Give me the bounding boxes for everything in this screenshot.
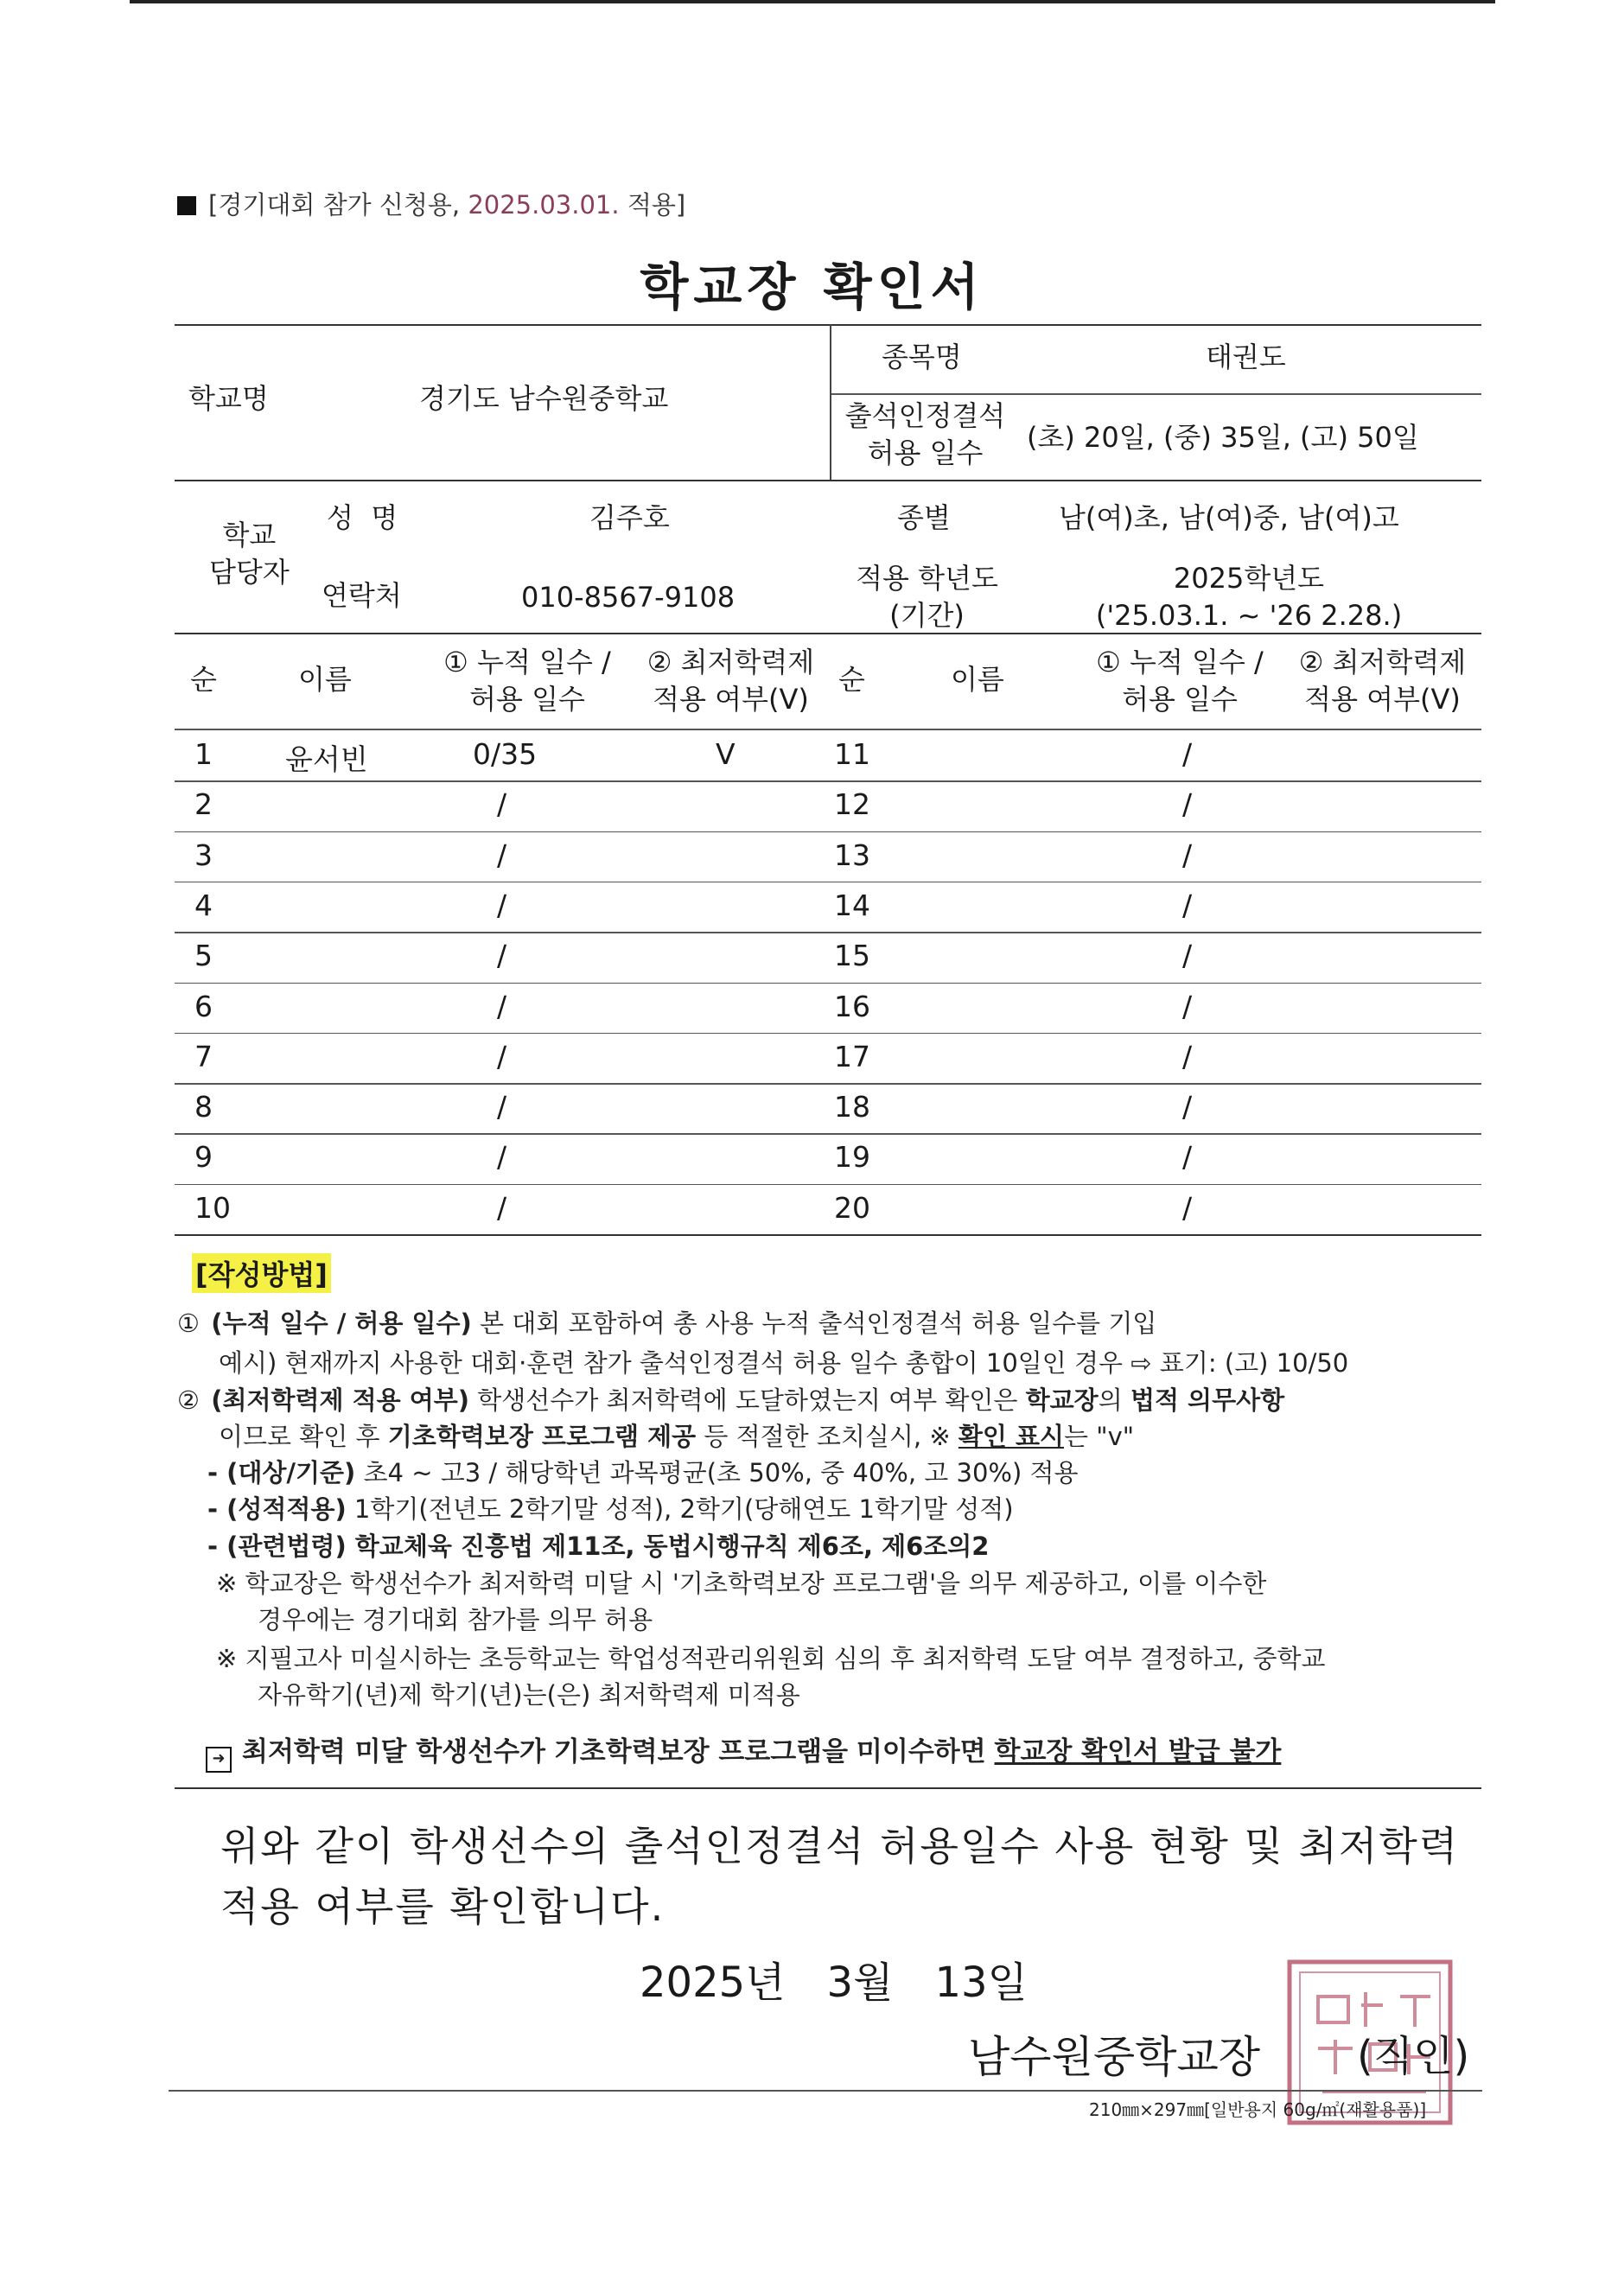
col-header-days-line2: 허용 일수	[469, 683, 585, 716]
row-number-right: 14	[834, 888, 870, 922]
row-days-right: /	[1182, 837, 1193, 872]
year-value-block	[1080, 560, 1417, 634]
row-days-left: 0/35	[473, 737, 538, 771]
row-number-right: 18	[834, 1090, 870, 1124]
row-check-left: V	[716, 737, 736, 771]
sign-year: 2025년	[640, 1958, 786, 2007]
header-prefix: [경기대회 참가 신청용,	[208, 190, 461, 220]
col-header-days-line1: ① 누적 일수 /	[443, 646, 611, 678]
year-label-line2: (기간)	[889, 599, 965, 633]
note2-text-b: 학교장	[1025, 1385, 1099, 1415]
document-title: 학교장 확인서	[640, 258, 984, 316]
row-number-left: 4	[194, 888, 213, 922]
note2-bold: (최저학력제 적용 여부)	[211, 1385, 470, 1415]
absence-label-line2: 허용 일수	[867, 436, 984, 470]
sign-month: 3월	[826, 1958, 894, 2007]
table-row-line	[175, 780, 1481, 782]
year-label-line1: 적용 학년도	[856, 562, 998, 595]
note2-text-d: 법적 의무사항	[1130, 1385, 1285, 1415]
row-days-right: /	[1182, 787, 1193, 822]
row-number-right: 17	[834, 1039, 870, 1073]
row-number-right: 20	[834, 1190, 870, 1225]
sign-date	[640, 1949, 1069, 2009]
info-line-sport	[830, 393, 1481, 395]
school-value: 경기도 남수원중학교	[419, 382, 669, 415]
info-line-1	[175, 480, 1481, 481]
howto-remark-2: ※ 지필고사 미실시하는 초등학교는 학업성적관리위원회 심의 후 최저학력 도달 여부 결정하고, 중학교	[216, 1644, 1326, 1673]
howto-bottom-line	[175, 1787, 1481, 1789]
col-header-check-left	[638, 644, 824, 718]
row-number-right: 16	[834, 989, 870, 1023]
manager-label-line2: 담당자	[209, 556, 290, 589]
note2-line2-c: 등 적절한 조치실시, ※	[704, 1422, 951, 1451]
page-top-border	[130, 0, 1495, 3]
col-header-days-right	[1080, 644, 1279, 718]
year-value: 2025학년도	[1173, 562, 1325, 595]
final-c: 미이수하면	[856, 1736, 986, 1767]
bullet-target-text: 초4 ~ 고3 / 해당학년 과목평균(초 50%, 중 40%, 고 30%) 적용	[363, 1458, 1079, 1487]
row-number-right: 12	[834, 787, 870, 822]
header-date: 2025.03.01.	[468, 190, 620, 220]
howto-note-1	[177, 1311, 1156, 1336]
col-header-check-line1: ② 최저학력제	[646, 646, 815, 678]
howto-note-2-line2	[219, 1424, 1134, 1449]
info-vline-1	[830, 324, 831, 480]
seal-label: (직인)	[1357, 2032, 1470, 2080]
row-days-right: /	[1182, 737, 1193, 771]
row-number-left: 5	[194, 939, 213, 973]
name-label: 성 명	[327, 501, 398, 534]
row-days-right: /	[1182, 1190, 1193, 1225]
col-header-days-line2: 허용 일수	[1122, 683, 1238, 716]
row-days-right: /	[1182, 989, 1193, 1023]
note2-line2-d: 확인 표시	[958, 1422, 1065, 1451]
table-top-line	[175, 324, 1481, 326]
note2-line2-e: 는 "v"	[1064, 1422, 1135, 1451]
howto-note-1-example: 예시) 현재까지 사용한 대회·훈련 참가 출석인정결석 허용 일수 총합이 10일인 경우 ⇨ 표기: (고) 10/50	[219, 1348, 1349, 1378]
row-days-left: /	[497, 989, 507, 1023]
row-days-right: /	[1182, 939, 1193, 973]
row-days-right: /	[1182, 1039, 1193, 1073]
howto-label: [작성방법]	[192, 1253, 331, 1293]
final-a: 최저학력 미달 학생선수가	[242, 1736, 545, 1767]
bullet-grades-text: 1학기(전년도 2학기말 성적), 2학기(당해연도 1학기말 성적)	[353, 1494, 1014, 1524]
bullet-grades-bold: - (성적적용)	[207, 1494, 347, 1524]
col-header-days-left	[428, 644, 627, 718]
howto-bullet-grades	[207, 1494, 1014, 1524]
sport-value: 태권도	[1206, 341, 1286, 373]
period-value: ('25.03.1. ~ '26 2.28.)	[1095, 599, 1403, 633]
row-number-left: 9	[194, 1140, 213, 1175]
row-days-left: /	[497, 1090, 507, 1124]
table-row-line	[175, 1083, 1481, 1085]
row-number-left: 1	[194, 737, 213, 771]
manager-label-line1: 학교	[222, 519, 277, 551]
howto-bullet-law	[207, 1534, 989, 1559]
bullet-target-bold: - (대상/기준)	[207, 1458, 356, 1487]
table-row-line	[175, 932, 1481, 933]
howto-remark-1: ※ 학교장은 학생선수가 최저학력 미달 시 '기초학력보장 프로그램'을 의무 제공하고, 이를 이수한	[216, 1569, 1267, 1598]
circled-1-icon: ①	[177, 1309, 200, 1338]
col-header-check-line2: 적용 여부(V)	[1304, 683, 1461, 716]
square-bullet-icon	[177, 196, 196, 215]
row-days-left: /	[497, 1039, 507, 1073]
circled-2-icon: ②	[177, 1385, 200, 1415]
howto-remark-1-line2: 경우에는 경기대회 참가를 의무 허용	[258, 1605, 653, 1634]
absence-label-line1: 출석인정결석	[844, 399, 1006, 432]
table-row-line	[175, 1133, 1481, 1135]
row-number-left: 3	[194, 837, 213, 872]
row-number-left: 8	[194, 1090, 213, 1124]
table-row-line	[175, 831, 1481, 833]
row-days-left: /	[497, 939, 507, 973]
col-header-check-line2: 적용 여부(V)	[653, 683, 809, 716]
header-suffix: 적용]	[627, 190, 686, 220]
howto-bullet-target	[207, 1458, 1079, 1487]
manager-label	[209, 517, 290, 591]
col-header-name-right: 이름	[951, 663, 1004, 696]
note1-text: 본 대회 포함하여 총 사용 누적 출석인정결석 허용 일수를 기입	[480, 1309, 1157, 1338]
header-row-bottom	[175, 729, 1481, 730]
contact-value: 010-8567-9108	[521, 581, 736, 614]
signer-name: 남수원중학교장	[968, 2032, 1261, 2082]
col-header-no-right: 순	[838, 663, 865, 696]
row-days-right: /	[1182, 1090, 1193, 1124]
final-d: 학교장 확인서 발급 불가	[994, 1736, 1282, 1767]
gender-value: 남(여)초, 남(여)중, 남(여)고	[1059, 501, 1399, 534]
note1-bold: (누적 일수 / 허용 일수)	[211, 1309, 472, 1338]
col-header-days-line1: ① 누적 일수 /	[1096, 646, 1264, 678]
form-header	[177, 186, 685, 221]
row-number-left: 6	[194, 989, 213, 1023]
row-number-right: 11	[834, 737, 870, 771]
note2-text-c: 의	[1098, 1385, 1123, 1415]
row-number-left: 10	[194, 1190, 231, 1225]
final-b: 기초학력보장 프로그램을	[553, 1736, 849, 1767]
gender-label: 종별	[897, 501, 951, 534]
row-days-left: /	[497, 787, 507, 822]
row-days-left: /	[497, 888, 507, 922]
confirmation-text: 위와 같이 학생선수의 출석인정결석 허용일수 사용 현황 및 최저학력 적용 여부를 확인합니다.	[220, 1823, 1460, 1930]
howto-remark-2-line2: 자유학기(년)제 학기(년)는(은) 최저학력제 미적용	[258, 1680, 800, 1710]
row-days-right: /	[1182, 1140, 1193, 1175]
note2-line2-b: 기초학력보장 프로그램 제공	[387, 1422, 697, 1451]
paper-spec: 210㎜×297㎜[일반용지 60g/㎡(재활용품)]	[1089, 2099, 1427, 2120]
table-row-line	[175, 1033, 1481, 1035]
row-days-left: /	[497, 837, 507, 872]
arrow-box-icon: ➜	[206, 1747, 232, 1773]
row-number-right: 13	[834, 837, 870, 872]
col-header-no-left: 순	[190, 663, 217, 696]
bullet-law-text: - (관련법령) 학교체육 진흥법 제11조, 동법시행규칙 제6조, 제6조의2	[207, 1532, 990, 1561]
row-number-right: 15	[834, 939, 870, 973]
note2-line2-a: 이므로 확인 후	[219, 1422, 380, 1451]
row-days-left: /	[497, 1140, 507, 1175]
col-header-check-line1: ② 최저학력제	[1298, 646, 1467, 678]
row-number-left: 7	[194, 1039, 213, 1073]
note2-text-a: 학생선수가 최저학력에 도달하였는지 여부 확인은	[477, 1385, 1018, 1415]
row-days-right: /	[1182, 888, 1193, 922]
howto-final-warning	[206, 1736, 1282, 1773]
row-number-right: 19	[834, 1140, 870, 1175]
bottom-line	[169, 2090, 1482, 2092]
absence-value: (초) 20일, (중) 35일, (고) 50일	[1027, 421, 1419, 454]
col-header-name-left: 이름	[298, 663, 352, 696]
sign-day: 13일	[934, 1958, 1028, 2007]
sport-label: 종목명	[882, 341, 962, 373]
col-header-check-right	[1290, 644, 1475, 718]
table-row-line	[175, 1184, 1481, 1186]
table-row-line	[175, 1234, 1481, 1236]
howto-note-2	[177, 1385, 1285, 1415]
absence-label	[837, 398, 1014, 472]
table-row-line	[175, 882, 1481, 883]
table-row-line	[175, 983, 1481, 984]
contact-label: 연락처	[322, 579, 402, 612]
name-value: 김주호	[589, 501, 670, 534]
row-days-left: /	[497, 1190, 507, 1225]
row-number-left: 2	[194, 787, 213, 822]
school-label: 학교명	[188, 382, 269, 415]
row-name-left: 윤서빈	[285, 742, 368, 776]
year-label	[843, 560, 1011, 634]
